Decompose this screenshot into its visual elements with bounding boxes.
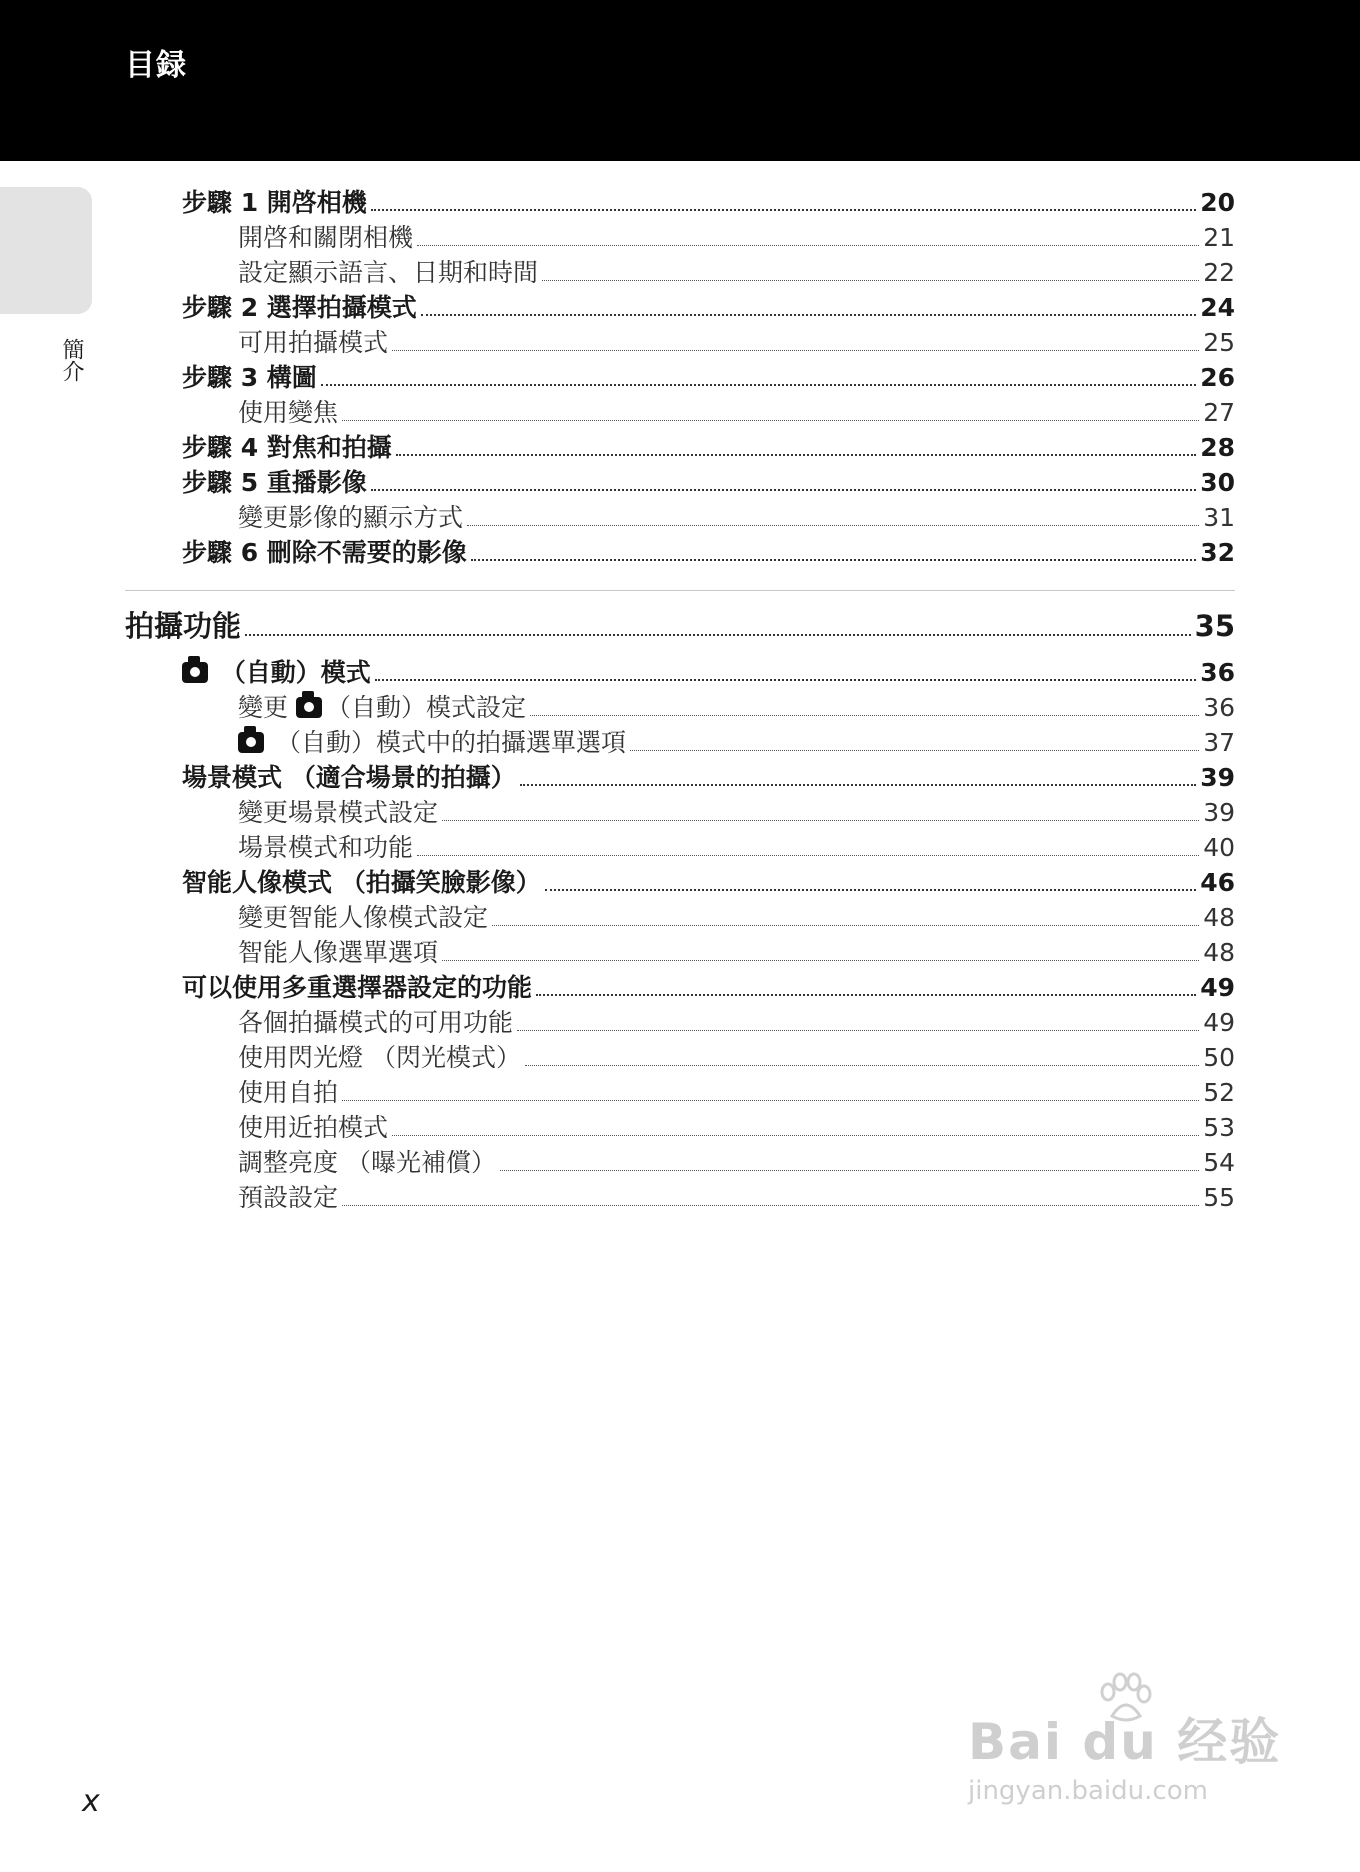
toc-leader: [467, 525, 1199, 526]
section-divider: [125, 590, 1235, 591]
toc-entry-title: 調整亮度 （曝光補償）: [238, 1148, 496, 1178]
toc-entry[interactable]: [182, 288, 1235, 323]
toc-entry[interactable]: [182, 863, 1235, 898]
toc-entry-text: （自動）模式: [220, 658, 371, 688]
toc-entry-title: 預設設定: [238, 1183, 339, 1213]
toc-subentry[interactable]: [238, 933, 1235, 968]
toc-entry-page: 40: [1203, 833, 1235, 863]
toc-subentry[interactable]: [238, 1178, 1235, 1213]
toc-entry-title: 步驟 4 對焦和拍攝: [182, 433, 392, 463]
camera-auto-icon: [182, 662, 208, 683]
toc-entry-page: 20: [1200, 188, 1235, 218]
toc-leader: [492, 925, 1199, 926]
toc-leader: [371, 489, 1196, 491]
toc-entry-title: 拍攝功能: [125, 608, 242, 643]
toc-subentry[interactable]: [238, 793, 1235, 828]
toc-leader: [545, 889, 1196, 891]
toc-leader: [417, 855, 1199, 856]
toc-entry[interactable]: [182, 183, 1235, 218]
toc-entry-page: 21: [1203, 223, 1235, 253]
toc-entry-title: [238, 729, 626, 758]
toc-entry-title: 變更智能人像模式設定: [238, 903, 489, 933]
toc-entry-title: [182, 659, 371, 688]
toc-entry-page: 46: [1200, 868, 1235, 898]
toc-entry-title: 智能人像模式 （拍攝笑臉影像）: [182, 868, 541, 898]
toc-entry-page: 26: [1200, 363, 1235, 393]
toc-entry-title: 各個拍攝模式的可用功能: [238, 1008, 514, 1038]
toc-entry-title: 步驟 3 構圖: [182, 363, 317, 393]
toc-leader: [525, 1065, 1199, 1066]
toc-entry-page: 31: [1203, 503, 1235, 533]
toc-entry-page: 28: [1200, 433, 1235, 463]
toc-entry-title: 場景模式 （適合場景的拍攝）: [182, 763, 516, 793]
toc-subentry[interactable]: [238, 1038, 1235, 1073]
page-title: 目録: [125, 48, 187, 83]
camera-auto-icon: [238, 732, 264, 753]
toc-leader: [392, 350, 1199, 351]
toc-entry-page: 49: [1200, 973, 1235, 1003]
toc-entry-title: 使用近拍模式: [238, 1113, 389, 1143]
toc-entry-page: 36: [1200, 658, 1235, 688]
toc-entry[interactable]: [182, 758, 1235, 793]
toc-entry-page: 24: [1200, 293, 1235, 323]
toc-leader: [536, 994, 1196, 996]
toc-entry-title: 可用拍攝模式: [238, 328, 389, 358]
toc-entry-page: 35: [1194, 608, 1235, 643]
toc-subentry[interactable]: [238, 323, 1235, 358]
toc-leader: [417, 245, 1199, 246]
toc-entry-page: 53: [1203, 1113, 1235, 1143]
toc-leader: [542, 280, 1199, 281]
toc-subentry[interactable]: [238, 723, 1235, 758]
toc-entry-title: 設定顯示語言、日期和時間: [238, 258, 539, 288]
toc-entry-title: 使用閃光燈 （閃光模式）: [238, 1043, 521, 1073]
toc-entry[interactable]: [182, 968, 1235, 1003]
toc-entry-title: 步驟 6 刪除不需要的影像: [182, 538, 467, 568]
toc-entry-text-pre: 變更: [238, 693, 289, 723]
toc-entry-page: 48: [1203, 938, 1235, 968]
toc-entry-page: 55: [1203, 1183, 1235, 1213]
toc-entry-title: 步驟 5 重播影像: [182, 468, 367, 498]
toc-entry-title: 使用自拍: [238, 1078, 339, 1108]
toc-leader: [371, 209, 1196, 211]
toc-leader: [342, 1100, 1199, 1101]
toc-subentry[interactable]: [238, 218, 1235, 253]
toc-entry-page: 39: [1203, 798, 1235, 828]
toc-entry-title: 變更影像的顯示方式: [238, 503, 464, 533]
toc-entry[interactable]: [182, 358, 1235, 393]
toc-entry-title: 智能人像選單選項: [238, 938, 439, 968]
toc-entry-page: 37: [1203, 728, 1235, 758]
toc-entry-page: 52: [1203, 1078, 1235, 1108]
toc-leader: [442, 820, 1199, 821]
toc-leader: [342, 1205, 1199, 1206]
toc-leader: [471, 559, 1196, 561]
toc-entry-text: （自動）模式中的拍攝選單選項: [275, 728, 626, 758]
toc-entry-page: 50: [1203, 1043, 1235, 1073]
toc-entry-title: 步驟 2 選擇拍攝模式: [182, 293, 417, 323]
toc-subentry[interactable]: [238, 1108, 1235, 1143]
toc-entry-text: （自動）模式設定: [325, 693, 526, 723]
toc-entry-page: 22: [1203, 258, 1235, 288]
toc-entry-page: 49: [1203, 1008, 1235, 1038]
chapter-tab: [0, 187, 92, 314]
toc-entry-page: 48: [1203, 903, 1235, 933]
toc-entry-title: 步驟 1 開啓相機: [182, 188, 367, 218]
toc-leader: [530, 715, 1199, 716]
toc-entry-title: 場景模式和功能: [238, 833, 414, 863]
watermark-main: Bai du 经验: [968, 1713, 1282, 1771]
toc-subentry[interactable]: [238, 498, 1235, 533]
toc-leader: [321, 384, 1196, 386]
toc-leader: [392, 1135, 1199, 1136]
toc-entry-page: 54: [1203, 1148, 1235, 1178]
toc-subentry[interactable]: [238, 1143, 1235, 1178]
toc-entry-page: 25: [1203, 328, 1235, 358]
watermark-url: jingyan.baidu.com: [968, 1776, 1208, 1806]
toc-entry-title: [238, 694, 526, 723]
toc-entry[interactable]: [182, 653, 1235, 688]
toc-entry-page: 27: [1203, 398, 1235, 428]
toc-entry[interactable]: [182, 463, 1235, 498]
toc-entry-title: 使用變焦: [238, 398, 339, 428]
toc-entry-page: 36: [1203, 693, 1235, 723]
toc-leader: [342, 420, 1199, 421]
toc-leader: [517, 1030, 1199, 1031]
baidu-watermark: [968, 1672, 1288, 1822]
page-number: x: [82, 1784, 100, 1819]
toc-entry[interactable]: [182, 533, 1235, 568]
toc-entry-page: 30: [1200, 468, 1235, 498]
toc-entry-title: 可以使用多重選擇器設定的功能: [182, 973, 533, 1003]
toc-subentry[interactable]: [238, 1003, 1235, 1038]
toc-leader: [245, 634, 1191, 636]
toc-subentry[interactable]: [238, 1073, 1235, 1108]
toc-entry[interactable]: [182, 428, 1235, 463]
toc-leader: [520, 784, 1196, 786]
toc-leader: [500, 1170, 1199, 1171]
header-bar: [0, 0, 1360, 161]
toc-entry-page: 32: [1200, 538, 1235, 568]
toc-subentry[interactable]: [238, 688, 1235, 723]
chapter-label: 簡介: [59, 338, 84, 382]
toc-chapter[interactable]: [125, 608, 1235, 643]
toc-leader: [421, 314, 1196, 316]
toc-leader: [630, 750, 1199, 751]
toc-subentry[interactable]: [238, 898, 1235, 933]
toc-subentry[interactable]: [238, 253, 1235, 288]
toc-entry-title: 開啓和關閉相機: [238, 223, 414, 253]
camera-auto-icon: [296, 697, 322, 718]
toc-leader: [396, 454, 1196, 456]
toc-leader: [442, 960, 1199, 961]
toc-entry-title: 變更場景模式設定: [238, 798, 439, 828]
toc-entry-page: 39: [1200, 763, 1235, 793]
toc-leader: [375, 679, 1196, 681]
toc-subentry[interactable]: [238, 828, 1235, 863]
toc-subentry[interactable]: [238, 393, 1235, 428]
